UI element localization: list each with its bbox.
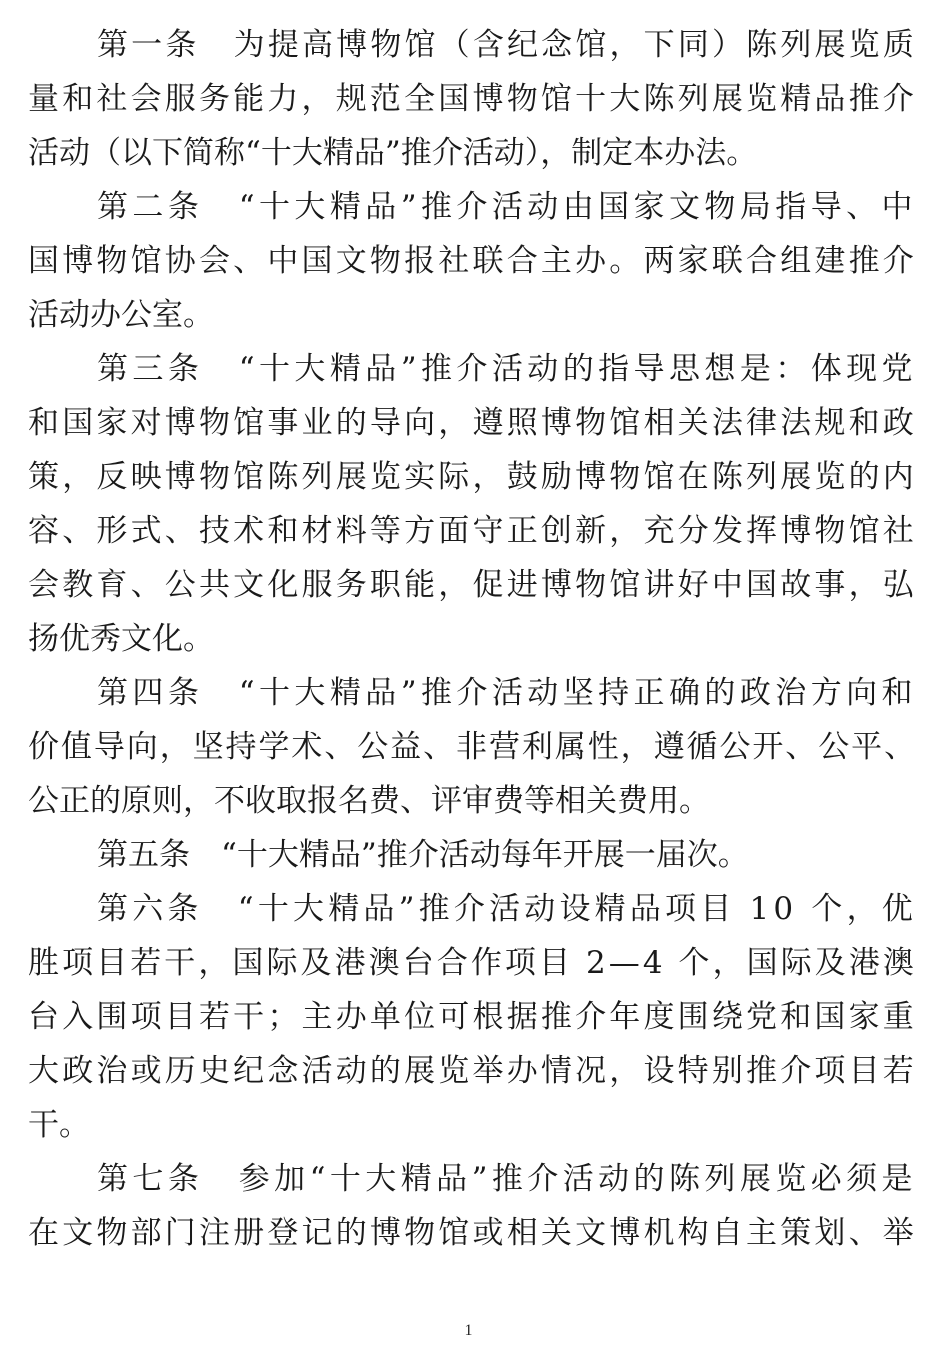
article-3-line-1: 第三条 “十大精品”推介活动的指导思想是：体现党 [97, 351, 917, 387]
article-3-line-5: 会教育、公共文化服务职能，促进博物馆讲好中国故事，弘 [28, 567, 917, 603]
article-4-line-2: 价值导向，坚持学术、公益、非营利属性，遵循公开、公平、 [28, 729, 917, 765]
article-4-line-3: 公正的原则，不收取报名费、评审费等相关费用。 [28, 783, 710, 819]
article-7-line-2: 在文物部门注册登记的博物馆或相关文博机构自主策划、举 [28, 1215, 917, 1251]
article-1-line-2: 量和社会服务能力，规范全国博物馆十大陈列展览精品推介 [28, 81, 917, 117]
article-6-line-5: 干。 [28, 1107, 90, 1143]
article-6-line-1: 第六条 “十大精品”推介活动设精品项目 10 个，优 [97, 891, 917, 927]
article-6-line-3: 台入围项目若干；主办单位可根据推介年度围绕党和国家重 [28, 999, 917, 1035]
article-3-line-2: 和国家对博物馆事业的导向，遵照博物馆相关法律法规和政 [28, 405, 917, 441]
article-2-line-1: 第二条 “十大精品”推介活动由国家文物局指导、中 [97, 189, 917, 225]
page-number: 1 [464, 1322, 473, 1339]
article-2-line-2: 国博物馆协会、中国文物报社联合主办。两家联合组建推介 [28, 243, 917, 279]
article-5-line-1: 第五条 “十大精品”推介活动每年开展一届次。 [97, 837, 749, 873]
article-1-line-3: 活动（以下简称“十大精品”推介活动），制定本办法。 [28, 135, 758, 171]
article-1-line-1: 第一条 为提高博物馆（含纪念馆，下同）陈列展览质 [97, 27, 917, 63]
article-7-line-1: 第七条 参加“十大精品”推介活动的陈列展览必须是 [97, 1161, 917, 1197]
article-6-line-4: 大政治或历史纪念活动的展览举办情况，设特别推介项目若 [28, 1053, 917, 1089]
article-3-line-6: 扬优秀文化。 [28, 621, 214, 657]
article-3-line-4: 容、形式、技术和材料等方面守正创新，充分发挥博物馆社 [28, 513, 917, 549]
article-3-line-3: 策，反映博物馆陈列展览实际，鼓励博物馆在陈列展览的内 [28, 459, 917, 495]
article-2-line-3: 活动办公室。 [28, 297, 214, 333]
article-4-line-1: 第四条 “十大精品”推介活动坚持正确的政治方向和 [97, 675, 917, 711]
article-6-line-2: 胜项目若干，国际及港澳台合作项目 2—4 个，国际及港澳 [28, 945, 917, 981]
